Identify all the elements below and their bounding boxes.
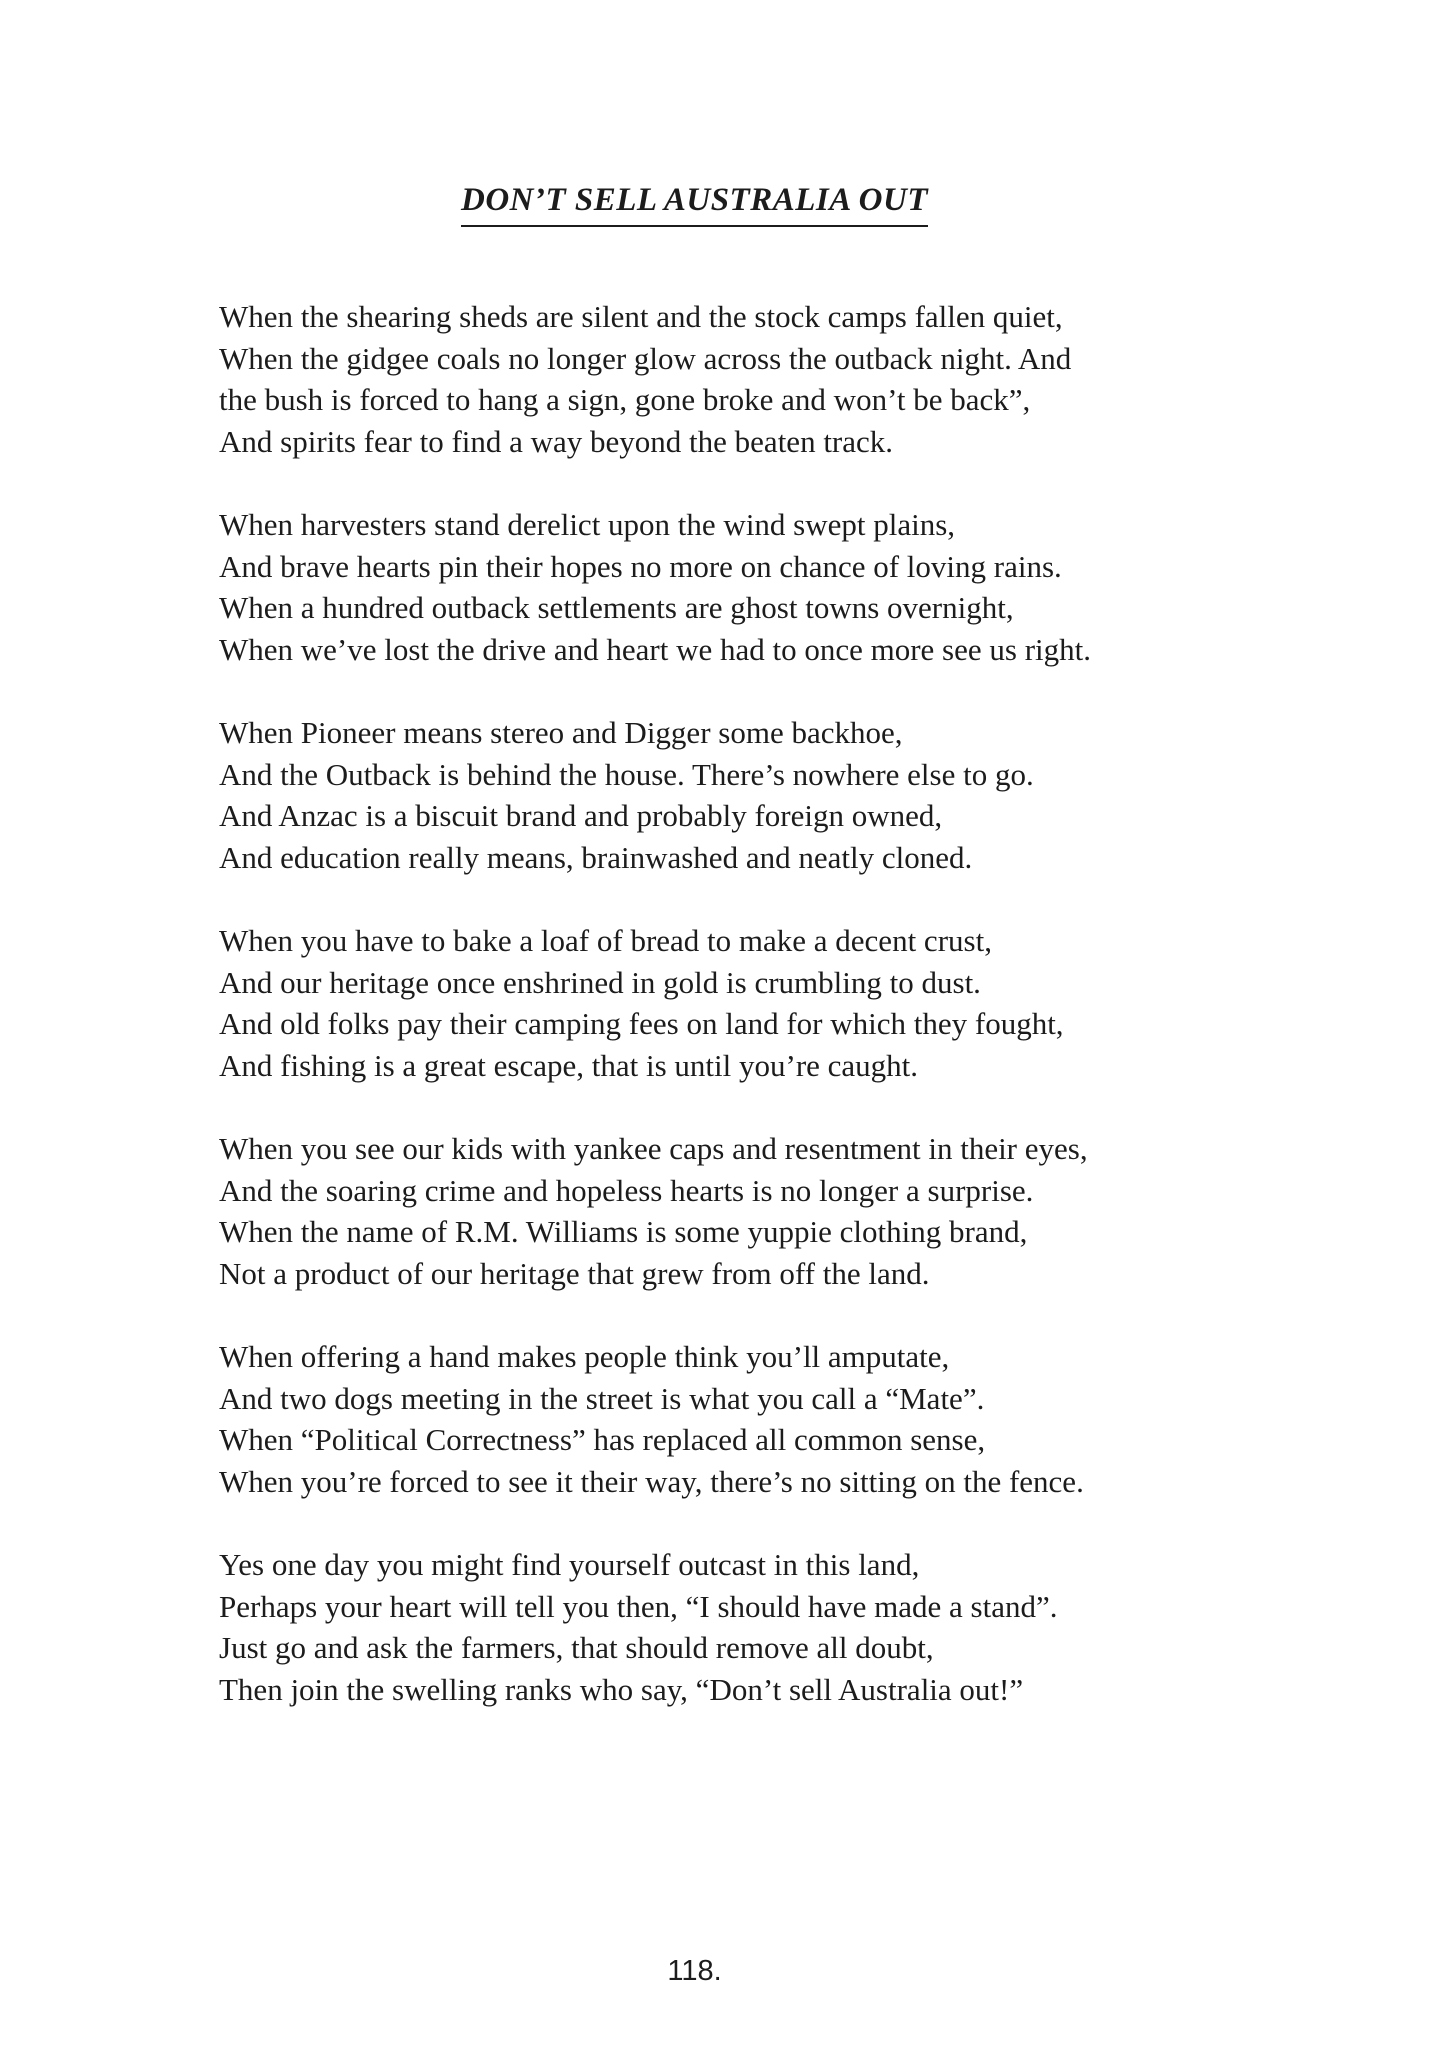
poem-line: Just go and ask the farmers, that should remove all doubt, [219, 1630, 934, 1665]
page-number: 118. [667, 1955, 722, 1987]
poem-line: When the name of R.M. Williams is some yuppie clothing brand, [219, 1214, 1028, 1249]
poem-line: When we’ve lost the drive and heart we had to once more see us right. [219, 631, 1091, 667]
poem-line: And education really means, brainwashed and neatly cloned. [219, 839, 973, 875]
stanza-4 [219, 920, 1399, 1086]
stanza-5 [219, 1128, 1399, 1294]
poem-line: Perhaps your heart will tell you then, “I should have made a stand”. [219, 1588, 1058, 1624]
poem-line: When you see our kids with yankee caps and resentment in their eyes, [219, 1131, 1088, 1166]
poem-line: When a hundred outback settlements are ghost towns overnight, [219, 590, 1014, 625]
poem-title [0, 178, 1389, 227]
poem-line: When Pioneer means stereo and Digger some backhoe, [219, 715, 903, 750]
poem-line: And the soaring crime and hopeless hearts is no longer a surprise. [219, 1172, 1034, 1208]
poem-line: And old folks pay their camping fees on land for which they fought, [219, 1006, 1064, 1041]
poem-line: When the shearing sheds are silent and the stock camps fallen quiet, [219, 299, 1063, 334]
poem-line: And spirits fear to find a way beyond the beaten track. [219, 423, 894, 459]
stanza-6 [219, 1336, 1399, 1502]
poem-line: And our heritage once enshrined in gold is crumbling to dust. [219, 964, 981, 1000]
stanza-2 [219, 504, 1399, 670]
poem-line: And fishing is a great escape, that is until you’re caught. [219, 1047, 919, 1083]
poem-line: Yes one day you might find yourself outcast in this land, [219, 1547, 920, 1582]
stanza-1 [219, 296, 1399, 462]
poem-line: When “Political Correctness” has replaced all common sense, [219, 1422, 986, 1457]
poem-line: Not a product of our heritage that grew from off the land. [219, 1255, 930, 1291]
poem-line: And Anzac is a biscuit brand and probably foreign owned, [219, 798, 943, 833]
poem-line: When offering a hand makes people think you’ll amputate, [219, 1339, 950, 1374]
poem-line: And two dogs meeting in the street is what you call a “Mate”. [219, 1380, 985, 1416]
stanza-7 [219, 1544, 1399, 1710]
poem-line: When you’re forced to see it their way, there’s no sitting on the fence. [219, 1463, 1084, 1499]
poem-line: Then join the swelling ranks who say, “Don’t sell Australia out!” [219, 1671, 1024, 1707]
poem-title-text: DON’T SELL AUSTRALIA OUT [461, 178, 928, 227]
poem-line: And brave hearts pin their hopes no more on chance of loving rains. [219, 548, 1062, 584]
poem-body [219, 296, 1399, 1752]
poem-line: And the Outback is behind the house. There’s nowhere else to go. [219, 756, 1034, 792]
poem-line: When harvesters stand derelict upon the wind swept plains, [219, 507, 956, 542]
stanza-3 [219, 712, 1399, 878]
poem-line: When you have to bake a loaf of bread to make a decent crust, [219, 923, 992, 958]
poem-line: the bush is forced to hang a sign, gone broke and won’t be back”, [219, 382, 1031, 417]
poem-line: When the gidgee coals no longer glow across the outback night. And [219, 340, 1072, 376]
